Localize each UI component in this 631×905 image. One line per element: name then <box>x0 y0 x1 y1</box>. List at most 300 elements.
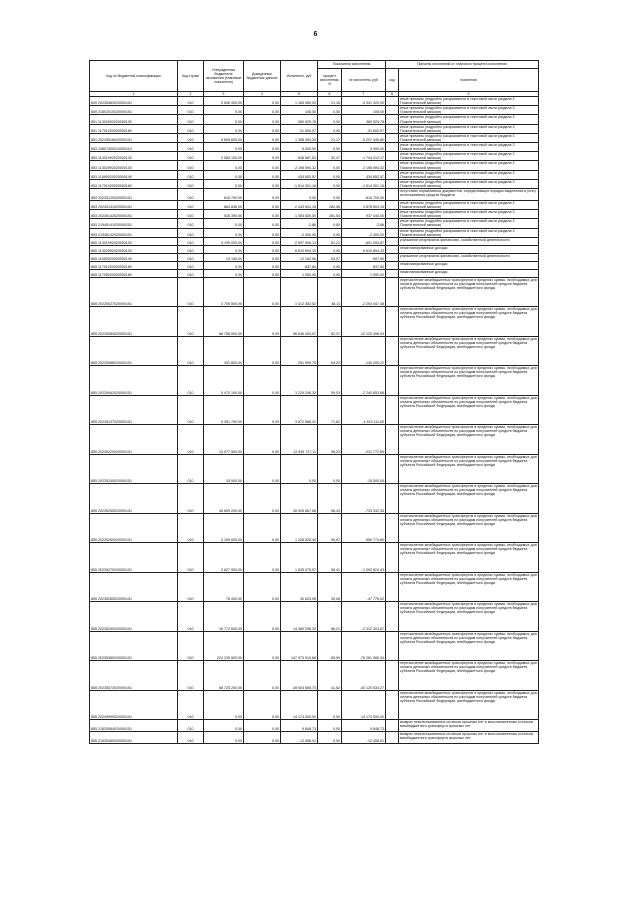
table-cell-explanation: перечисление межбюджетных трансфертов в пределах суммы, необходимых для оплаты денежных обязательств по расходам получателей средств бюджета субъекта Российской Федерации, внебюджетного фонда <box>399 484 539 514</box>
table-cell-explanation: возврат неиспользованных остатков прошлых лет и восстановленных остатков межбюджетного трансферта прошлых лет <box>399 732 539 744</box>
table-cell-line: 010 <box>178 188 204 200</box>
table-cell-executed: -1 514 301,18 <box>281 179 318 188</box>
table-cell-executed: 14 174 000,00 <box>281 690 318 720</box>
table-cell-explanation: отсутствие нормативных документов, определяющих порядок выделения и (или) использования средств бюджета <box>399 188 539 200</box>
table-cell-brought: 0,00 <box>244 661 281 691</box>
table-cell-executed: 0,00 <box>281 454 318 484</box>
table-cell-explanation: иные причины (подробно раскрывается в текстовой части раздела 3 Пояснительной записки) <box>399 219 539 228</box>
table-cell-reason-code <box>386 179 399 188</box>
table-cell-brought: 0,00 <box>244 237 281 245</box>
column-number: 5 <box>281 92 318 97</box>
table-cell-not-executed: -15 500,00 <box>342 454 386 484</box>
table-cell-line: 010 <box>178 690 204 720</box>
table-cell-reason-code <box>386 97 399 106</box>
table-cell-line: 010 <box>178 484 204 514</box>
table-cell-approved: 46 659 200,00 <box>204 484 244 514</box>
column-number: 3 <box>204 92 244 97</box>
table-cell-not-executed: 1 578 803,15 <box>342 200 386 209</box>
table-row <box>90 454 539 484</box>
table-row <box>90 631 539 661</box>
table-row <box>90 143 539 152</box>
table-cell-explanation: незапланированные доходы <box>399 269 539 277</box>
table-cell-percent: 0,00 <box>318 143 342 152</box>
table-cell-not-executed: -2 312 303,67 <box>342 602 386 632</box>
table-cell-line: 010 <box>178 219 204 228</box>
table-cell-brought: 0,00 <box>244 572 281 602</box>
table-cell-explanation: перечисление межбюджетных трансфертов в пределах суммы, необходимых для оплаты денежных обязательств по расходам получателей средств бюджета субъекта Российской Федерации, внебюджетного фонда <box>399 454 539 484</box>
table-cell-approved: 516 390,00 <box>204 210 244 219</box>
table-cell-executed: 1 398 354,20 <box>281 133 318 142</box>
table-cell-approved: 16 772 600,00 <box>204 602 244 632</box>
table-cell-brought: 0,00 <box>244 690 281 720</box>
table-cell-executed: 3 872 588,31 <box>281 395 318 425</box>
table-cell-brought: 0,00 <box>244 261 281 269</box>
table-cell-reason-code <box>386 124 399 133</box>
table-cell-approved: 864 838,00 <box>204 200 244 209</box>
table-cell-explanation: перечисление межбюджетных трансфертов в пределах суммы, необходимых для оплаты денежных обязательств по расходам получателей средств бюджета субъекта Российской Федерации, внебюджетного фонда <box>399 336 539 366</box>
table-cell-explanation: перечисление межбюджетных трансфертов в пределах суммы, необходимых для оплаты денежных обязательств по расходам получателей средств бюджета субъекта Российской Федерации, внебюджетного фонда <box>399 425 539 455</box>
table-cell-reason-code <box>386 269 399 277</box>
table-cell-executed: 434 652,57 <box>281 170 318 179</box>
table-cell-executed: 2 443 641,15 <box>281 200 318 209</box>
table-cell-brought: 0,00 <box>244 200 281 209</box>
table-cell-not-executed: 1 050,00 <box>342 269 386 277</box>
table-cell-line: 010 <box>178 228 204 237</box>
table-cell-brought: 0,00 <box>244 513 281 543</box>
table-cell-executed: 1 050,00 <box>281 269 318 277</box>
table-cell-brought: 0,00 <box>244 115 281 124</box>
table-row <box>90 732 539 744</box>
table-cell-not-executed: -2 293 447,48 <box>342 277 386 307</box>
table-cell-executed: 251 599,78 <box>281 336 318 366</box>
table-cell-approved: 68 725 200,00 <box>204 661 244 691</box>
table-cell-reason-code <box>386 572 399 602</box>
table-cell-explanation: иные причины (подробно раскрывается в текстовой части раздела 3 Пояснительной записки) <box>399 170 539 179</box>
table-cell-percent: 0,00 <box>318 179 342 188</box>
header-brought: Доведенные бюджетные данные <box>244 61 281 92</box>
table-cell-code: 855 20235380020000151 <box>90 631 178 661</box>
table-row <box>90 277 539 307</box>
table-cell-executed: 0,00 <box>281 188 318 200</box>
table-cell-percent: 0,00 <box>318 269 342 277</box>
table-cell-code: 853 11690020020000140 <box>90 170 178 179</box>
table-cell-explanation: иные причины (подробно раскрывается в текстовой части раздела 3 Пояснительной записки) <box>399 124 539 133</box>
table-cell-code: 853 20245142020000151 <box>90 210 178 219</box>
table-row <box>90 661 539 691</box>
table-cell-approved: 0,00 <box>204 228 244 237</box>
table-cell-line: 010 <box>178 513 204 543</box>
table-cell-not-executed: -2 400,00 <box>342 228 386 237</box>
table-row <box>90 200 539 209</box>
table-cell-not-executed: -2,86 <box>342 219 386 228</box>
table-cell-executed: 1 453 830,00 <box>281 210 318 219</box>
table-cell-percent: 282,56 <box>318 200 342 209</box>
table-cell-code: 855 11690020020000140 <box>90 253 178 261</box>
table-cell-percent: 0,00 <box>318 115 342 124</box>
table-cell-line: 010 <box>178 179 204 188</box>
table-row <box>90 115 539 124</box>
table-cell-approved: 15 500,00 <box>204 454 244 484</box>
table-cell-approved: 0,00 <box>204 732 244 744</box>
table-cell-percent: 21,17 <box>318 133 342 142</box>
table-cell-not-executed: -4 341 320,00 <box>342 97 386 106</box>
table-row <box>90 152 539 161</box>
table-cell-executed: 6 610 894,33 <box>281 245 318 253</box>
table-cell-brought: 0,00 <box>244 133 281 142</box>
table-cell-approved: 68 756 900,00 <box>204 307 244 337</box>
table-cell-executed: 2 198 594,32 <box>281 161 318 170</box>
table-cell-brought: 0,00 <box>244 124 281 133</box>
table-cell-line: 010 <box>178 366 204 396</box>
table-cell-not-executed: 2 198 594,32 <box>342 161 386 170</box>
table-cell-explanation: иные причины (подробно раскрывается в текстовой части раздела 3 Пояснительной записки) <box>399 228 539 237</box>
table-cell-approved: 13 100,00 <box>204 253 244 261</box>
table-row <box>90 602 539 632</box>
table-cell-approved: 391 800,00 <box>204 336 244 366</box>
table-cell-percent: 38,11 <box>318 277 342 307</box>
table-cell-brought: 0,00 <box>244 228 281 237</box>
table-cell-not-executed: 6 610 894,33 <box>342 245 386 253</box>
table-cell-reason-code <box>386 277 399 307</box>
table-cell-approved: 0,00 <box>204 245 244 253</box>
table-cell-not-executed: -40 120 534,27 <box>342 661 386 691</box>
column-number: 8 <box>386 92 399 97</box>
table-cell-reason-code <box>386 602 399 632</box>
table-cell-line: 010 <box>178 133 204 142</box>
column-number: 1 <box>90 92 178 97</box>
table-cell-explanation: перечисление межбюджетных трансфертов в пределах суммы, необходимых для оплаты денежных обязательств по расходам получателей средств бюджета субъекта Российской Федерации, внебюджетного фонда <box>399 572 539 602</box>
table-cell-approved: 816 700,00 <box>204 188 244 200</box>
table-row <box>90 170 539 179</box>
table-cell-explanation: перечисление межбюджетных трансфертов в пределах суммы, необходимых для оплаты денежных обязательств по расходам получателей средств бюджета субъекта Российской Федерации, внебюджетного фонда <box>399 690 539 720</box>
table-cell-percent: 0,00 <box>318 228 342 237</box>
table-cell-explanation: улучшение результатов финансово -хозяйственной деятельности <box>399 237 539 245</box>
table-cell-not-executed: -950 774,60 <box>342 513 386 543</box>
table-cell-reason-code <box>386 245 399 253</box>
table-row <box>90 513 539 543</box>
table-cell-percent: 0,00 <box>318 454 342 484</box>
table-cell-approved: 0,00 <box>204 720 244 732</box>
table-cell-brought: 0,00 <box>244 720 281 732</box>
table-cell-line: 010 <box>178 97 204 106</box>
table-cell-code: 855 20225462020000151 <box>90 366 178 396</box>
table-cell-reason-code <box>386 253 399 261</box>
table-cell-reason-code <box>386 425 399 455</box>
table-cell-line: 010 <box>178 661 204 691</box>
table-row <box>90 245 539 253</box>
table-cell-executed: 3 229 246,32 <box>281 366 318 396</box>
table-cell-not-executed: -1 092 824,43 <box>342 543 386 573</box>
table-cell-line: 010 <box>178 307 204 337</box>
table-cell-reason-code <box>386 732 399 744</box>
table-cell-code: 855 20235280020000151 <box>90 572 178 602</box>
table-cell-approved: 5 391 700,00 <box>204 395 244 425</box>
table-cell-explanation: перечисление межбюджетных трансфертов в пределах суммы, необходимых для оплаты денежных обязательств по расходам получателей средств бюджета субъекта Российской Федерации, внебюджетного фонда <box>399 366 539 396</box>
table-cell-code: 855 11705020020000180 <box>90 269 178 277</box>
header-not-executed: не исполнено, руб <box>342 69 386 92</box>
page-number: 6 <box>313 31 318 38</box>
table-cell-executed: 30 623,98 <box>281 572 318 602</box>
table-row <box>90 572 539 602</box>
table-cell-line: 010 <box>178 115 204 124</box>
table-cell-not-executed: 9 848,73 <box>342 720 386 732</box>
table-cell-line: 010 <box>178 269 204 277</box>
table-cell-code: 853 10807300010000110 <box>90 143 178 152</box>
table-cell-reason-code <box>386 210 399 219</box>
table-cell-approved: 0,00 <box>204 106 244 115</box>
table-cell-brought: 0,00 <box>244 277 281 307</box>
table-cell-reason-code <box>386 336 399 366</box>
table-cell-code: 855 20235240020000151 <box>90 454 178 484</box>
table-cell-percent: 81,21 <box>318 237 342 245</box>
table-cell-percent: 0,00 <box>318 720 342 732</box>
table-cell-line: 010 <box>178 602 204 632</box>
table-cell-explanation: возврат неиспользованных остатков прошлых лет и восстановленных остатков межбюджетного трансферта прошлых лет <box>399 720 539 732</box>
table-cell-percent: 0,00 <box>318 161 342 170</box>
table-cell-reason-code <box>386 188 399 200</box>
table-cell-reason-code <box>386 307 399 337</box>
table-cell-brought: 0,00 <box>244 253 281 261</box>
table-cell-reason-code <box>386 366 399 396</box>
table-cell-not-executed: -816 700,00 <box>342 188 386 200</box>
column-number: 2 <box>178 92 204 97</box>
table-cell-approved: 13 077 500,00 <box>204 425 244 455</box>
table-cell-code: 855 20235573020000151 <box>90 661 178 691</box>
table-cell-not-executed: -31 600,07 <box>342 124 386 133</box>
table-cell-approved: 6 605 600,00 <box>204 133 244 142</box>
table-cell-code: 851 11701020020000180 <box>90 124 178 133</box>
table-cell-explanation: перечисление межбюджетных трансфертов в пределах суммы, необходимых для оплаты денежных обязательств по расходам получателей средств бюджета субъекта Российской Федерации, внебюджетного фонда <box>399 602 539 632</box>
table-cell-explanation: иные причины (подробно раскрывается в текстовой части раздела 3 Пояснительной записки) <box>399 152 539 161</box>
table-cell-reason-code <box>386 133 399 142</box>
table-cell-reason-code <box>386 219 399 228</box>
table-cell-percent: 0,00 <box>318 261 342 269</box>
header-approved: Утвержденные бюджетные назначения (плановые показатели) <box>204 61 244 92</box>
table-cell-line: 010 <box>178 210 204 219</box>
table-row <box>90 124 539 133</box>
table-cell-brought: 0,00 <box>244 210 281 219</box>
table-cell-explanation: перечисление межбюджетных трансфертов в пределах суммы, необходимых для оплаты денежных обязательств по расходам получателей средств бюджета субъекта Российской Федерации, внебюджетного фонда <box>399 661 539 691</box>
table-cell-code: 855 20249999020000151 <box>90 690 178 720</box>
table-cell-not-executed: -907,50 <box>342 253 386 261</box>
table-cell-executed: 45 925 867,66 <box>281 484 318 514</box>
table-cell-not-executed: -1 744 412,17 <box>342 152 386 161</box>
table-cell-executed: 837,84 <box>281 261 318 269</box>
table-cell-reason-code <box>386 161 399 170</box>
table-cell-code: 855 11302992020000130 <box>90 245 178 253</box>
table-cell-percent: 98,43 <box>318 484 342 514</box>
table-cell-not-executed: -12 458,91 <box>342 732 386 744</box>
table-cell-brought: 0,00 <box>244 219 281 228</box>
header-exec-group: Показатели исполнения <box>318 61 386 69</box>
table-cell-line: 010 <box>178 124 204 133</box>
table-cell-code: 851 11302992020000130 <box>90 115 178 124</box>
table-cell-percent: 0,00 <box>318 245 342 253</box>
table-cell-percent: 86,21 <box>318 602 342 632</box>
table-cell-brought: 0,00 <box>244 161 281 170</box>
table-cell-approved: 0,00 <box>204 115 244 124</box>
table-cell-executed: 28 604 665,73 <box>281 661 318 691</box>
table-cell-line: 010 <box>178 253 204 261</box>
execution-table <box>89 60 539 744</box>
table-cell-percent: 55,97 <box>318 513 342 543</box>
table-cell-percent: 21,16 <box>318 97 342 106</box>
header-reason-code: код <box>386 69 399 92</box>
table-cell-brought: 0,00 <box>244 143 281 152</box>
table-cell-explanation: иные причины (подробно раскрывается в текстовой части раздела 3 Пояснительной записки) <box>399 115 539 124</box>
table-cell-approved: 2 583 100,00 <box>204 152 244 161</box>
table-cell-not-executed: -47 776,02 <box>342 572 386 602</box>
table-cell-executed: 1 535 075,57 <box>281 543 318 573</box>
table-cell-code: 853 11302992020000130 <box>90 161 178 170</box>
table-cell-line: 010 <box>178 543 204 573</box>
table-cell-line: 010 <box>178 572 204 602</box>
table-cell-code: 855 21925460020000151 <box>90 732 178 744</box>
table-cell-line: 010 <box>178 261 204 269</box>
column-number: 9 <box>399 92 539 97</box>
table-cell-reason-code <box>386 261 399 269</box>
table-cell-approved: 3 199 000,00 <box>204 237 244 245</box>
header-line-code: Код строки <box>178 61 204 92</box>
table-cell-brought: 0,00 <box>244 307 281 337</box>
table-cell-percent: 281,54 <box>318 210 342 219</box>
table-cell-brought: 0,00 <box>244 395 281 425</box>
table-cell-not-executed: -5 207 445,80 <box>342 133 386 142</box>
table-cell-executed: 14 460 296,33 <box>281 602 318 632</box>
table-cell-reason-code <box>386 106 399 115</box>
table-cell-approved: 5 506 400,00 <box>204 97 244 106</box>
table-cell-brought: 0,00 <box>244 188 281 200</box>
table-cell-line: 010 <box>178 170 204 179</box>
table-cell-executed: 12 845 727,11 <box>281 425 318 455</box>
table-cell-percent: 32,47 <box>318 152 342 161</box>
table-cell-line: 010 <box>178 395 204 425</box>
table-cell-not-executed: 434 652,57 <box>342 170 386 179</box>
table-cell-approved: 0,00 <box>204 143 244 152</box>
table-cell-explanation: перечисление межбюджетных трансфертов в пределах суммы, необходимых для оплаты денежных обязательств по расходам получателей средств бюджета субъекта Российской Федерации, внебюджетного фонда <box>399 395 539 425</box>
table-cell-not-executed: -12 120 496,93 <box>342 307 386 337</box>
table-row <box>90 237 539 245</box>
table-row <box>90 336 539 366</box>
table-cell-reason-code <box>386 228 399 237</box>
column-number: 4 <box>244 92 281 97</box>
table-cell-reason-code <box>386 720 399 732</box>
table-cell-reason-code <box>386 200 399 209</box>
table-cell-percent: 0,00 <box>318 690 342 720</box>
table-cell-percent: 0,00 <box>318 170 342 179</box>
table-cell-reason-code <box>386 170 399 179</box>
table-cell-line: 010 <box>178 720 204 732</box>
table-cell-brought: 0,00 <box>244 106 281 115</box>
table-cell-code: 855 20225086020000151 <box>90 336 178 366</box>
table-cell-line: 010 <box>178 425 204 455</box>
table-cell-approved: 0,00 <box>204 161 244 170</box>
table-cell-explanation: перечисление межбюджетных трансфертов в пределах суммы, необходимых для оплаты денежных обязательств по расходам получателей средств бюджета субъекта Российской Федерации, внебюджетного фонда <box>399 543 539 573</box>
table-cell-reason-code <box>386 143 399 152</box>
table-cell-code: 853 21945142020000151 <box>90 228 178 237</box>
table-cell-approved: 78 400,00 <box>204 572 244 602</box>
table-cell-reason-code <box>386 237 399 245</box>
table-row <box>90 106 539 115</box>
table-cell-code: 855 20235290020000151 <box>90 602 178 632</box>
table-cell-brought: 0,00 <box>244 97 281 106</box>
table-cell-executed: -2,86 <box>281 219 318 228</box>
table-cell-explanation: иные причины (подробно раскрывается в текстовой части раздела 3 Пояснительной записки) <box>399 161 539 170</box>
table-row <box>90 210 539 219</box>
table-cell-brought: 0,00 <box>244 245 281 253</box>
table-cell-line: 010 <box>178 245 204 253</box>
table-cell-reason-code <box>386 152 399 161</box>
table-cell-not-executed: 14 174 000,00 <box>342 690 386 720</box>
table-cell-brought: 0,00 <box>244 602 281 632</box>
table-cell-percent: 65,99 <box>318 631 342 661</box>
table-cell-not-executed: -2 240 853,68 <box>342 366 386 396</box>
header-explanation: пояснения <box>399 69 539 92</box>
table-cell-not-executed: 937 440,00 <box>342 210 386 219</box>
table-cell-executed: 108,00 <box>281 106 318 115</box>
table-cell-explanation: перечисление межбюджетных трансфертов в пределах суммы, необходимых для оплаты денежных обязательств по расходам получателей средств бюджета субъекта Российской Федерации, внебюджетного фонда <box>399 307 539 337</box>
table-cell-brought: 0,00 <box>244 152 281 161</box>
table-cell-reason-code <box>386 543 399 573</box>
table-cell-explanation: иные причины (подробно раскрывается в текстовой части раздела 3 Пояснительной записки) <box>399 200 539 209</box>
table-cell-percent: 0,00 <box>318 732 342 744</box>
table-cell-explanation: незапланированные доходы <box>399 245 539 253</box>
table-cell-not-executed: -140 200,22 <box>342 336 386 366</box>
table-cell-approved: 2 627 900,00 <box>204 543 244 573</box>
table-cell-code: 855 21825084020000151 <box>90 720 178 732</box>
table-cell-percent: 58,41 <box>318 543 342 573</box>
table-cell-approved: 2 159 600,00 <box>204 513 244 543</box>
table-cell-not-executed: -601 093,87 <box>342 237 386 245</box>
header-reason-group: Причины отклонений от планового процента исполнения <box>386 61 539 69</box>
table-cell-reason-code <box>386 661 399 691</box>
table-cell-percent: 0,00 <box>318 124 342 133</box>
table-cell-explanation: перечисление межбюджетных трансфертов в пределах суммы, необходимых для оплаты денежных обязательств по расходам получателей средств бюджета субъекта Российской Федерации, внебюджетного фонда <box>399 631 539 661</box>
table-cell-line: 010 <box>178 161 204 170</box>
table-cell-percent: 71,82 <box>318 395 342 425</box>
header-executed: Исполнено, руб <box>281 61 318 92</box>
table-cell-line: 010 <box>178 454 204 484</box>
table-cell-line: 010 <box>178 277 204 307</box>
table-cell-executed: 380 529,78 <box>281 115 318 124</box>
table-cell-explanation: иные причины (подробно раскрывается в текстовой части раздела 3 Пояснительной записки) <box>399 97 539 106</box>
table-cell-line: 010 <box>178 732 204 744</box>
table-cell-executed: 1 208 825,40 <box>281 513 318 543</box>
table-row <box>90 720 539 732</box>
table-cell-code: 855 20235260020000151 <box>90 513 178 543</box>
table-row <box>90 179 539 188</box>
table-cell-executed: 838 687,83 <box>281 152 318 161</box>
table-cell-not-executed: 837,84 <box>342 261 386 269</box>
table-row <box>90 269 539 277</box>
table-cell-executed: 12 192,50 <box>281 253 318 261</box>
table-cell-percent: 0,00 <box>318 106 342 115</box>
table-cell-approved: 0,00 <box>204 219 244 228</box>
table-cell-executed: 2 597 906,13 <box>281 237 318 245</box>
table-row <box>90 253 539 261</box>
table-cell-code: 853 11301992020000130 <box>90 152 178 161</box>
table-cell-line: 010 <box>178 152 204 161</box>
table-cell-executed: 5 000,00 <box>281 143 318 152</box>
table-cell-explanation: иные причины (подробно раскрывается в текстовой части раздела 3 Пояснительной записки) <box>399 106 539 115</box>
table-row <box>90 133 539 142</box>
table-cell-brought: 0,00 <box>244 425 281 455</box>
table-cell-reason-code <box>386 395 399 425</box>
table-cell-executed: 56 636 403,07 <box>281 307 318 337</box>
table-cell-brought: 0,00 <box>244 336 281 366</box>
table-cell-percent: 98,23 <box>318 425 342 455</box>
table-cell-approved: 5 470 100,00 <box>204 366 244 396</box>
